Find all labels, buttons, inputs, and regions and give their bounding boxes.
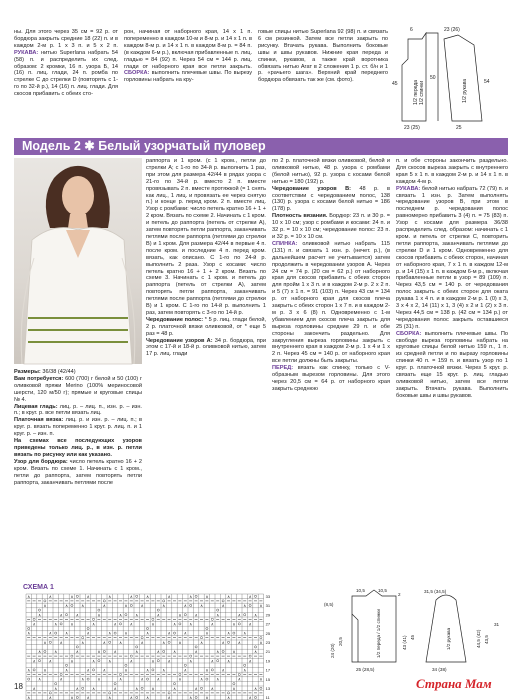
svg-text:∧: ∧ (183, 603, 187, 609)
svg-text:∧: ∧ (97, 649, 101, 655)
svg-text:∧: ∧ (119, 639, 123, 645)
svg-text:∧: ∧ (243, 603, 247, 609)
svg-text:∧: ∧ (92, 621, 96, 627)
svg-text:∧: ∧ (259, 603, 263, 609)
svg-text:∧: ∧ (129, 658, 133, 664)
svg-text:∧: ∧ (38, 676, 42, 682)
model-photo (14, 158, 142, 364)
svg-text:∧: ∧ (43, 667, 47, 673)
svg-text:∧: ∧ (221, 603, 225, 609)
svg-text:∧: ∧ (75, 685, 79, 691)
border-label: Узор для бордюра: (14, 458, 68, 465)
svg-text:∧: ∧ (205, 593, 209, 599)
svg-text:∧: ∧ (248, 658, 252, 664)
row-number: 11 (265, 695, 270, 700)
patterns-a-value: 34 р. бордюра, при этом с 17-й и 18-й р. оливковой нитью, затем 17 р. лиц. глади (146, 337, 266, 358)
svg-text:∧: ∧ (70, 658, 74, 664)
svg-text:∧: ∧ (189, 593, 193, 599)
dim-43-41: 43 (41) (402, 635, 407, 650)
svg-text:∧: ∧ (254, 685, 258, 691)
svg-text:∧: ∧ (216, 676, 220, 682)
svg-text:∧: ∧ (65, 630, 69, 636)
svg-text:∧: ∧ (200, 639, 204, 645)
svg-text:∧: ∧ (97, 676, 101, 682)
scheme-title: СХЕМА 1 (23, 584, 54, 591)
stockinette-label: Лицевая гладь: (14, 403, 58, 410)
row-number: 13 (265, 686, 271, 691)
svg-text:∧: ∧ (86, 630, 90, 636)
svg-text:∧: ∧ (27, 695, 31, 700)
dim-10-5-b: 10,5 (378, 588, 387, 593)
svg-text:∧: ∧ (205, 695, 209, 700)
top-column-3 (258, 29, 388, 84)
svg-text:∧: ∧ (135, 649, 139, 655)
dim-23-26: 23 (26) (444, 27, 460, 33)
top-c2-text: рон, начиная от наборного края, 14 х 1 п. попеременно в каждом 10-м и 8-м р. и 14 х 1 п. в каждом 8-м р. и 14 х 1 п. в каждом 8-м р. = 84 п. (в каждом 6-м р.), включая прибавленные п. лиц. гладью = 84 (92) п. Через 54 см = 144 р. лиц. глади от наборного края все петли закрыть. (124, 29, 252, 70)
back-label: СПИНКА: (272, 240, 298, 247)
top-c1-text-a: ны. Для этого через 35 см = 92 р. от бордюра закрыть средние 18 (22) п. и в каждом 2-м р. 1 х 3 п. и 5 х 2 п. (14, 29, 118, 49)
svg-text:∧: ∧ (178, 639, 182, 645)
density-value: Бордюр: 23 п. и 30 р. = 10 х 10 см; узор с ромбами и косами: 24 п. и 32 р. = 10 х 10 см; чередование полос: 23 п. и 32 р. = 10 х 10 см. (272, 213, 390, 240)
sleeve-outline (444, 35, 482, 121)
dim-43-5: 43,5 (484, 635, 489, 644)
svg-text:∧: ∧ (32, 685, 36, 691)
dim-45: 45 (392, 81, 398, 87)
svg-text:∧: ∧ (59, 676, 63, 682)
svg-text:∧: ∧ (237, 612, 241, 618)
svg-text:∧: ∧ (200, 676, 204, 682)
svg-text:∧: ∧ (227, 630, 231, 636)
svg-text:∧: ∧ (151, 658, 155, 664)
svg-text:∧: ∧ (92, 658, 96, 664)
dim-10-5-a: 10,5 (356, 588, 365, 593)
svg-text:∧: ∧ (151, 621, 155, 627)
svg-text:∧: ∧ (70, 621, 74, 627)
svg-text:∧: ∧ (221, 639, 225, 645)
svg-text:∧: ∧ (227, 695, 231, 700)
pattern-schematic-top (390, 25, 512, 131)
svg-text:∧: ∧ (156, 649, 160, 655)
page-number: 18 (14, 682, 23, 691)
dim-50: 50 (430, 75, 436, 81)
stripes-label: Чередование полос: (146, 316, 204, 323)
svg-text:∧: ∧ (146, 593, 150, 599)
label-sleeve: 1/2 рукава (462, 78, 468, 103)
svg-text:∧: ∧ (173, 621, 177, 627)
svg-text:∧: ∧ (43, 603, 47, 609)
right-sleeve-label: РУКАВА: (396, 185, 421, 192)
label-sleeve-b: 1/2 рукава (446, 627, 451, 650)
front-piece-outline (402, 33, 426, 121)
svg-text:∧: ∧ (183, 630, 187, 636)
sizes-value: 36/38 (42/44) (42, 369, 76, 375)
top-c2-sborka: выполнить плечевые швы. По вырезу горловины набрать на кру- (124, 70, 252, 84)
svg-text:∧: ∧ (146, 695, 150, 700)
top-column-1 (14, 29, 118, 98)
mid1-text: раппорта и 1 кром. (с 1 кром., петли до стрелки А; с 1-го по 34-й р. выполнить 1 раз, при этом для размера 42/44 в рядах узора с 21-го по 34-й р. вместо 2 п. вместе провязывать 2 п. вместе протяжкой (= 1 снять как лиц., 1 лиц. и провязать ее через снятую п.) и конце р. перед кром. 2 п. вместе лиц. Узор с ромбами: число петель кратно 16 + 1 + 2 кром. Вязать по схеме 2. Начинать с 1 кром. и петель до раппорта (петель от стрелки А), затем повторять петли раппорта, заканчивать петлями после раппорта (петлями до стрелки В) и 1 кром. Для размера 42/44 в первые 4 п. после кром. и последние 4 п. перед кром. вязать, как описано. С 1-го по 24-й р. выполнить 2 раза. Узор с косами: число петель кратно 16 + 1 + 2 кром. Вязать по схеме 3. Начинать с 1 кром. и петель до раппорта (петель от стрелки А), затем повторять петли раппорта, заканчивать петлями после раппорта (петлями до стрелки В) и 1 кром. С 1-го по 14-й р. выполнить 1 раз, затем повторять с 3-го по 14-й р. (146, 158, 266, 316)
svg-text:∧: ∧ (75, 649, 79, 655)
border-value: число петель кратно 16 + 2 кром. Вязать по схеме 1. Начинать с 1 кром., петли до раппорта, затем повторять петли раппорта, заканчивать петлями после (14, 458, 142, 486)
svg-text:∧: ∧ (27, 667, 31, 673)
label-back: 1/2 спинки (419, 80, 425, 105)
svg-text:∧: ∧ (124, 603, 128, 609)
svg-text:∧: ∧ (210, 658, 214, 664)
dim-31: 31 (494, 622, 500, 627)
svg-text:∧: ∧ (194, 685, 198, 691)
svg-text:∧: ∧ (54, 685, 58, 691)
label-front: 1/2 переда (413, 80, 419, 105)
svg-text:∧: ∧ (102, 603, 106, 609)
row-number: 31 (265, 603, 271, 609)
svg-text:∧: ∧ (129, 593, 133, 599)
svg-text:∧: ∧ (189, 695, 193, 700)
mid2-text: по 2 р. платочной вязки оливковой, белой и оливковой нитью, 48 р. узора с ромбами (белой нитью), 92 р. узора с косами белой нитью = 180 (192) р. (272, 158, 390, 185)
svg-text:∧: ∧ (243, 667, 247, 673)
svg-text:∧: ∧ (48, 695, 52, 700)
svg-text:∧: ∧ (32, 621, 36, 627)
need-value: 600 (700) г белой и 50 (100) г оливковой пряжи Merino (100% мериносовой шерсти, 120 м/50 г); прямые и круговые спицы № 4. (14, 375, 142, 403)
patterns-b-label: Чередование узоров В: (272, 185, 351, 192)
svg-text:∧: ∧ (32, 658, 36, 664)
svg-text:∧: ∧ (140, 639, 144, 645)
model-photo-illustration (14, 158, 142, 364)
dim-31-5: 31,5 (34,5) (424, 589, 447, 594)
label-front-back: 1/2 переда / 1/2 спинки (376, 609, 381, 658)
dim-45-b: 45 (410, 634, 415, 640)
right-sleeve-value: белой нитью набрать 72 (79) п. и связать 1 изн. р. Затем выполнять чередование узоров В, при этом в последнем р. чередования полос равномерно прибавить 3 (4) п. = 75 (83) п. Узор с косами для размера 36/38 распределить след. образом: начинать с 1 кром. и петель от стрелки С, повторить петли раппорта, заканчивать петлями до стрелки D и 1 кром. Одновременно для скосов прибавить с обеих сторон, начиная от наборного края, 7 х 1 п. в каждом 12-м р. и 14 (15) х 1 п. в каждом 6-м р., включая прибавленные петли в узор = 89 (109) п. Через 43,5 см = 140 р. от чередования полос закрыть с обеих сторон для оката рукава 1 х 4 п. и в каждом 2-м р. 1 (0) х 3, 3 х 4 х 2, 14 (11) х 1, 3 (4) х 2 и 1 (2) х 3 п. Через 44,5 см = 138 р. (42 см = 134 р.) от чередования полос закрыть оставшиеся 25 (31) п. (396, 185, 508, 330)
svg-text:∧: ∧ (81, 676, 85, 682)
dim-24-20: 24 (20) (330, 643, 335, 658)
svg-text:∧: ∧ (167, 695, 171, 700)
svg-text:∧: ∧ (140, 676, 144, 682)
svg-text:∧: ∧ (178, 612, 182, 618)
materials-block (14, 369, 142, 486)
svg-text:∧: ∧ (48, 658, 52, 664)
density-label: Плотность вязания. (272, 213, 328, 220)
right-sborka-label: СБОРКА: (396, 330, 422, 337)
svg-text:∧: ∧ (27, 593, 31, 599)
svg-text:∧: ∧ (108, 658, 112, 664)
svg-text:∧: ∧ (59, 639, 63, 645)
svg-text:∧: ∧ (210, 621, 214, 627)
svg-text:∧: ∧ (232, 685, 236, 691)
svg-text:∧: ∧ (86, 667, 90, 673)
svg-text:∧: ∧ (151, 685, 155, 691)
right-sborka-value: выполнить плечевые швы. По свободе выреза горловины набрать на круговые спицы белой нитью 159 п., 1 п. из средней петли и по выразу горловины спинки 40 п. = 159 п. и вязать узор по 1 круг. р. платочной вязки. Через 5 круг. р. связать еще 15 круг. р. лиц. гладью оливковой нитью, затем все петли закрыть. Втачать рукава. Выполнить боковые швы и швы рукавов. (396, 330, 508, 399)
svg-text:∧: ∧ (167, 630, 171, 636)
svg-text:∧: ∧ (173, 649, 177, 655)
top-c1-text-b: нитью Superlana набрать 54 (58) п. и распределить их след. образом: 2 кромки, 16 п. узора Б, 14 (16) п. лиц. глади, 24 п. ромба по стрелке С до стрелки D (повторять с 1-го по 32-й р.), 14 (16) п. лиц. глади. Для скосов прибавить с обеих сто- (14, 49, 118, 98)
svg-text:∧: ∧ (259, 639, 263, 645)
model-banner (14, 138, 508, 155)
svg-text:∧: ∧ (248, 695, 252, 700)
svg-text:∧: ∧ (162, 603, 166, 609)
dim-54: 54 (484, 79, 490, 85)
svg-text:∧: ∧ (167, 593, 171, 599)
svg-text:∧: ∧ (140, 603, 144, 609)
svg-text:∧: ∧ (167, 658, 171, 664)
top-c3-text: говые спицы нитью Superlana 92 (98) п. и связать 6 см резинкой. Затем все петли закрыть по рисунку. Втачать рукава. Выполнить боковые швы и швы рукавов. Нижние края переда и спинки, рукавов, а также край воротника обвязать нитью Агат в 2 сложения 1 р. ст. б/н и 1 р. «рачьего шага». Верхний край переднего бордюра обвязать так же (см. фото). (258, 29, 388, 84)
front-label: ПЕРЕД: (272, 365, 294, 372)
middle-column-2 (272, 158, 390, 393)
patterns-b-value: 48 р. в соответствии с чередованием полос, 138 (130) р. узора с косами белой нитью = 186 (178) р. (272, 185, 390, 213)
svg-text:∧: ∧ (237, 676, 241, 682)
svg-text:∧: ∧ (97, 612, 101, 618)
svg-text:∧: ∧ (65, 603, 69, 609)
svg-text:∧: ∧ (189, 621, 193, 627)
svg-text:∧: ∧ (129, 621, 133, 627)
charts-note: На схемах все последующих узоров приведены только лиц. р., в изн. р. петли вязать по рисунку или как указано. (14, 438, 142, 458)
svg-text:∧: ∧ (194, 649, 198, 655)
svg-text:∧: ∧ (173, 685, 177, 691)
right-text: п. и обе стороны закончить раздельно. Для скосов выреза закрыть с внутреннего края 5 х 1 п. в каждом 2-м р. и 14 х 1 п. в каждом 4-м р. (396, 158, 508, 185)
svg-text:∧: ∧ (113, 685, 117, 691)
svg-text:∧: ∧ (146, 630, 150, 636)
svg-text:∧: ∧ (162, 639, 166, 645)
svg-text:∧: ∧ (70, 593, 74, 599)
svg-text:∧: ∧ (54, 649, 58, 655)
svg-text:∧: ∧ (254, 612, 258, 618)
svg-text:∧: ∧ (108, 695, 112, 700)
svg-text:∧: ∧ (124, 667, 128, 673)
dim-20-5: 20,5 (338, 637, 343, 646)
svg-text:∧: ∧ (75, 612, 79, 618)
svg-text:∧: ∧ (54, 621, 58, 627)
svg-text:∧: ∧ (124, 630, 128, 636)
svg-text:∧: ∧ (194, 612, 198, 618)
top-column-2 (124, 29, 252, 84)
svg-text:∧: ∧ (248, 621, 252, 627)
model-title: Модель 2 ✱ Белый узорчатый пуловер (22, 139, 266, 153)
right-column (396, 158, 508, 400)
stripes-value: * 5 р. лиц. глади белой, 2 р. платочной вязки оливковой, от * еще 5 раз = 48 р. (146, 316, 267, 337)
svg-text:∧: ∧ (43, 639, 47, 645)
svg-text:∧: ∧ (259, 676, 263, 682)
svg-text:∧: ∧ (108, 630, 112, 636)
dim-25: 25 (456, 125, 462, 131)
dim-44-5: 44,5 (42) (476, 629, 481, 648)
svg-text:∧: ∧ (59, 612, 63, 618)
svg-text:∧: ∧ (129, 695, 133, 700)
watermark-text: Страна Мам (416, 676, 492, 691)
svg-text:∧: ∧ (156, 612, 160, 618)
patterns-a-label: Чередование узоров А: (146, 337, 213, 344)
row-number: 33 (265, 594, 271, 599)
armhole-line (352, 614, 358, 662)
garter-value: лиц. р. и изн. р. – лиц. п.; в круг. р. вязать попеременно 1 круг. р. лиц. п. и 1 круг. р. – изн. п. (14, 417, 142, 438)
row-number: 15 (265, 676, 271, 682)
svg-text:∧: ∧ (86, 695, 90, 700)
sleeves-label: РУКАВА: (14, 49, 39, 56)
svg-text:∧: ∧ (243, 630, 247, 636)
svg-text:∧: ∧ (135, 685, 139, 691)
svg-text:∧: ∧ (92, 685, 96, 691)
svg-text:∧: ∧ (113, 649, 117, 655)
dim-25-28-5: 25 (28,5) (356, 667, 375, 672)
svg-text:∧: ∧ (178, 676, 182, 682)
need-label: Вам потребуется: (14, 375, 64, 382)
svg-text:∧: ∧ (216, 612, 220, 618)
svg-text:∧: ∧ (232, 649, 236, 655)
row-number: 19 (265, 658, 271, 664)
row-number: 27 (265, 621, 271, 627)
svg-text:∧: ∧ (189, 658, 193, 664)
svg-text:∧: ∧ (227, 658, 231, 664)
svg-text:∧: ∧ (102, 639, 106, 645)
dim-2: 2 (398, 592, 401, 597)
row-number: 21 (265, 649, 271, 655)
svg-text:∧: ∧ (227, 593, 231, 599)
dim-34-38: 34 (38) (432, 667, 447, 672)
svg-text:∧: ∧ (183, 667, 187, 673)
row-number: 29 (265, 612, 271, 618)
middle-column-1 (146, 158, 266, 358)
svg-text:∧: ∧ (221, 667, 225, 673)
pattern-schematic-bottom (322, 586, 512, 676)
svg-text:∧: ∧ (48, 593, 52, 599)
svg-text:∧: ∧ (205, 667, 209, 673)
svg-text:∧: ∧ (210, 685, 214, 691)
svg-text:∧: ∧ (119, 612, 123, 618)
body-outline (352, 590, 396, 662)
svg-text:∧: ∧ (27, 630, 31, 636)
sborka-label: СБОРКА: (124, 70, 150, 77)
svg-text:∧: ∧ (108, 593, 112, 599)
svg-text:∧: ∧ (135, 612, 139, 618)
svg-text:∧: ∧ (205, 630, 209, 636)
svg-text:∧: ∧ (48, 630, 52, 636)
svg-text:∧: ∧ (81, 639, 85, 645)
row-number: 25 (265, 630, 271, 636)
svg-text:∧: ∧ (248, 593, 252, 599)
svg-text:∧: ∧ (119, 676, 123, 682)
svg-text:∧: ∧ (70, 695, 74, 700)
svg-text:∧: ∧ (156, 676, 160, 682)
back-value: оливковой нитью набрать 115 (131) п. и связать 1 изн. р. (нечет. р.), (в дальнейшем расчет не учитывается) затем продолжить в чередовании узоров А. Через 24 см = 74 р. (20 см = 62 р.) от наборного края для скосов прибавить с обеих сторон для пройм 1 х 3 п. и в каждом 2-м р. 2 х 2 п. и 5 (7) х 1 п. = 91 (103) п. Через 43 см = 134 р. от наборного края для скосов плеча закрыть с обеих сторон 1 х 7 п. и в каждом 2-м р. 3 х 6 (8) п. Одновременно с 1-м убавлением для скосов плеча закрыть для выреза горловины средние 29 п. и обе стороны закончить раздельно. Для закругления выреза горловины закрыть с внутреннего края в каждом 2-м р. 1 х 4 и 1 х 2 п. Через 45 см = 140 р. от наборного края все петли должны быть закрыты. (272, 240, 390, 365)
dim-6: 6 (410, 27, 413, 33)
svg-text:∧: ∧ (232, 621, 236, 627)
svg-text:∧: ∧ (237, 639, 241, 645)
garter-label: Платочная вязка: (14, 417, 64, 424)
knitting-chart (20, 592, 296, 700)
sizes-label: Размеры: (14, 369, 41, 375)
svg-text:∧: ∧ (162, 667, 166, 673)
svg-text:∧: ∧ (81, 603, 85, 609)
stockinette-value: лиц. р. – лиц. п., изн. р. – изн. п.; в круг. р. все петли вязать лиц. (14, 403, 142, 417)
svg-text:∧: ∧ (86, 593, 90, 599)
svg-text:∧: ∧ (254, 649, 258, 655)
row-number: 17 (265, 667, 271, 673)
svg-text:∧: ∧ (200, 603, 204, 609)
svg-text:∧: ∧ (146, 667, 150, 673)
svg-text:∧: ∧ (65, 667, 69, 673)
row-number: 23 (265, 640, 271, 645)
svg-text:∧: ∧ (216, 649, 220, 655)
svg-text:∧: ∧ (38, 649, 42, 655)
svg-text:∧: ∧ (113, 621, 117, 627)
svg-text:∧: ∧ (102, 667, 106, 673)
svg-text:∧: ∧ (38, 612, 42, 618)
dim-23-25: 23 (25) (404, 125, 420, 131)
front-value: вязать как спинку, только с V-образным вырезом горловины. Для этого через 20,5 см = 64 р. от наборного края закрыть среднюю (272, 365, 390, 392)
dim-8-5: (8,5) (324, 602, 334, 607)
